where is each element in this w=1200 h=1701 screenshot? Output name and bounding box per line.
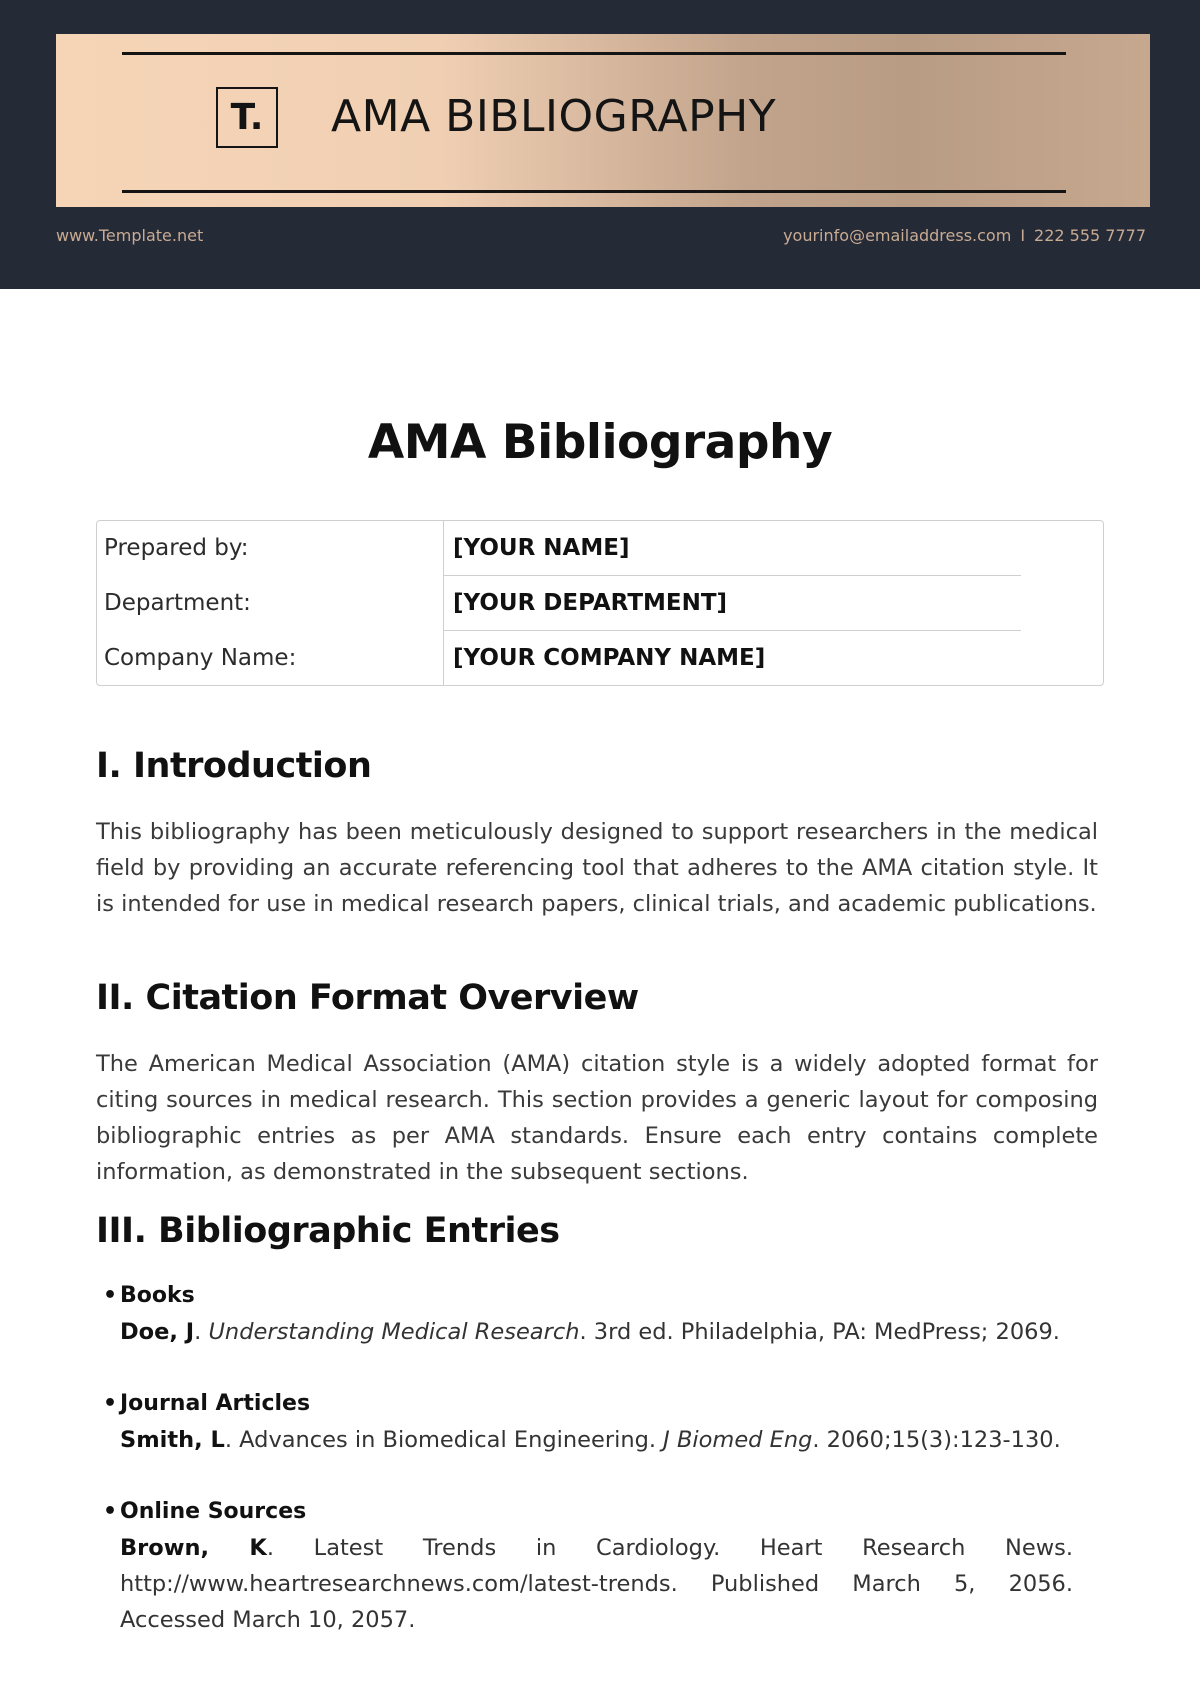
citation-details: . 3rd ed. Philadelphia, PA: MedPress; 2069. [579,1319,1060,1345]
citation-author: Smith, L [120,1427,225,1453]
bullet-icon: • [103,1391,118,1416]
info-label: Prepared by: [104,535,249,561]
info-row-department [97,576,1103,631]
entry-citation: Doe, J. Understanding Medical Research. 3rd ed. Philadelphia, PA: MedPress; 2069. [120,1319,1060,1345]
contact-info [783,226,1146,245]
section-heading-entries: III. Bibliographic Entries [96,1211,560,1251]
entry-title [103,1278,1073,1314]
entry-online-sources [103,1494,1073,1638]
bullet-icon: • [103,1283,118,1308]
info-value: [YOUR COMPANY NAME] [453,645,766,671]
info-label: Department: [104,590,251,616]
logo-icon [216,87,278,148]
citation-author: Brown, K [120,1535,267,1561]
citation-details: . Latest Trends in Cardiology. Heart Research News. http://www.heartresearchnews.com/latest-trends. Published March 5, 2056. Accessed March 10, 2057. [120,1535,1073,1633]
entry-title-text: Online Sources [120,1499,307,1524]
entry-citation [120,1530,1073,1638]
contact-separator: I [1020,226,1026,245]
page-header [0,0,1200,289]
citation-work-title: Understanding Medical Research [208,1319,580,1345]
entry-title [103,1494,1073,1530]
website-link[interactable]: www.Template.net [56,226,204,245]
introduction-paragraph: This bibliography has been meticulously designed to support researchers in the medical field by providing an accurate referencing tool that adheres to the AMA citation style. It is intended for use in medical research papers, clinical trials, and academic publications. [96,819,1098,917]
page-title: AMA Bibliography [367,415,833,470]
entry-title [103,1386,1073,1422]
info-table [96,520,1104,686]
banner-bottom-rule [122,190,1066,193]
bullet-icon: • [103,1499,118,1524]
citation-author: Doe, J [120,1319,195,1345]
email-link[interactable]: yourinfo@emailaddress.com [783,226,1012,245]
banner-top-rule [122,52,1066,55]
citation-details: . 2060;15(3):123-130. [812,1427,1061,1453]
phone-number: 222 555 7777 [1034,226,1146,245]
entry-citation [120,1422,1073,1458]
citation-format-paragraph: The American Medical Association (AMA) citation style is a widely adopted format for citing sources in medical research. This section provides a generic layout for composing bibliographic entries as per AMA standards. Ensure each entry contains complete information, as demonstrated in the subsequent sections. [96,1051,1098,1185]
info-value: [YOUR NAME] [453,535,630,561]
header-banner [56,34,1150,207]
info-value: [YOUR DEPARTMENT] [453,590,728,616]
info-label: Company Name: [104,645,297,671]
logo-letter: T. [230,97,264,138]
entry-journal-articles [103,1386,1073,1458]
section-heading-citation-format: II. Citation Format Overview [96,978,639,1018]
entry-books [103,1278,1073,1350]
info-row-company [97,631,1103,686]
entry-title-text: Books [120,1283,195,1308]
banner-title: AMA BIBLIOGRAPHY [331,91,777,142]
citation-journal-name: J Biomed Eng [663,1427,813,1453]
section-heading-introduction: I. Introduction [96,746,372,786]
info-row-prepared-by [97,521,1103,576]
citation-article-title: . Advances in Biomedical Engineering. [224,1427,664,1453]
entry-title-text: Journal Articles [120,1391,311,1416]
